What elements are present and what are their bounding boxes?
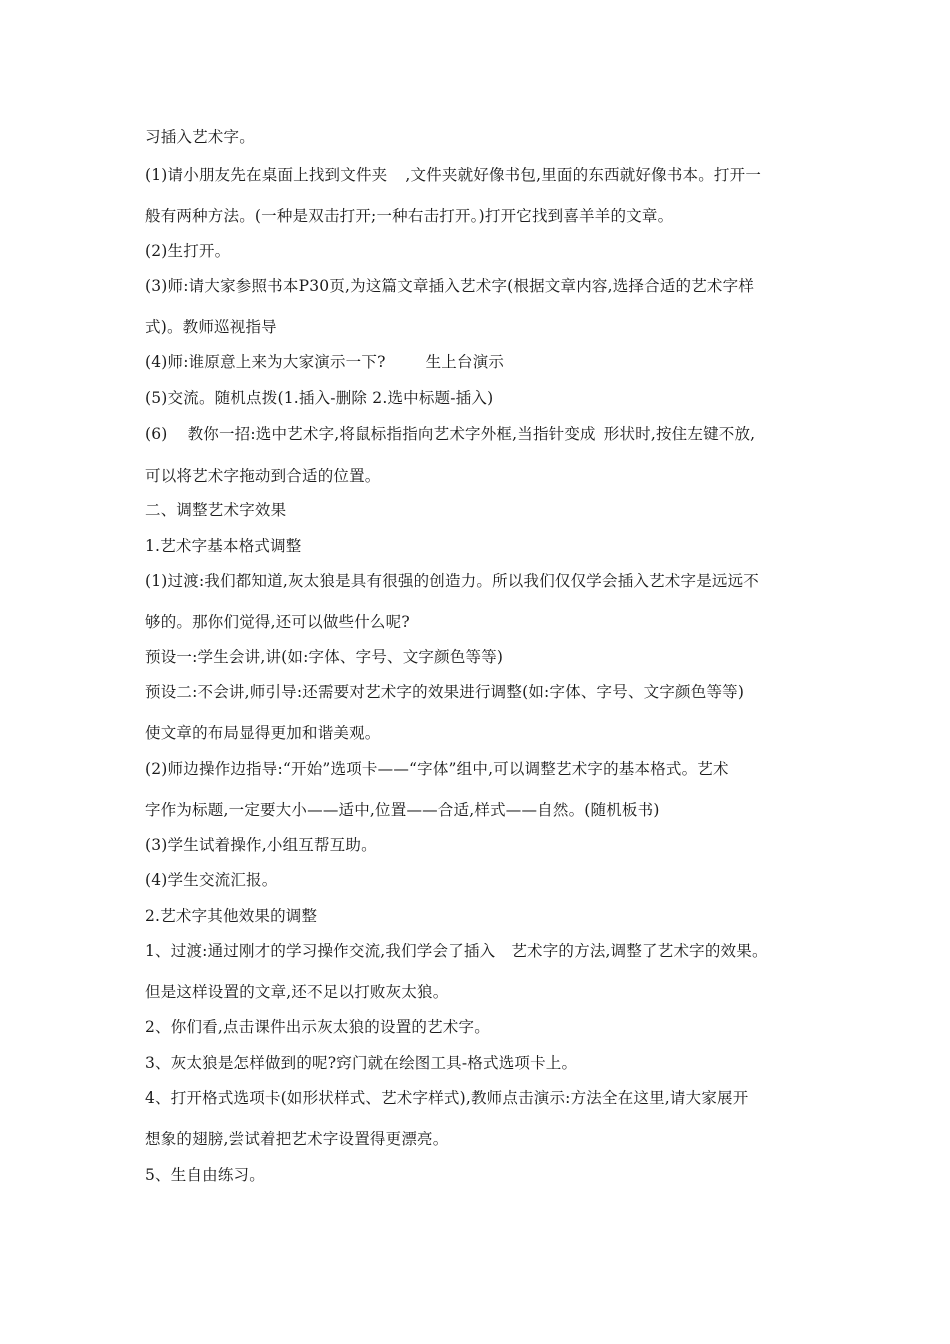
text-line (145, 682, 744, 702)
line-text: 生上台演示 (425, 353, 505, 371)
text-line (145, 241, 230, 261)
line-text: (2)师边操作边指导:“开始”选项卡——“字体”组中,可以调整艺术字的基本格式。艺术 (145, 760, 729, 778)
line-text: 4、打开格式选项卡(如形状样式、艺术字样式),教师点击演示:方法全在这里,请大家展开 (145, 1089, 749, 1107)
text-line (145, 424, 755, 444)
text-line (145, 647, 503, 667)
text-line (145, 127, 255, 147)
text-line (145, 317, 277, 337)
text-line (145, 571, 759, 591)
line-text: 2、你们看,点击课件出示灰太狼的设置的艺术字。 (145, 1018, 490, 1036)
line-text: 使文章的布局显得更加和谐美观。 (145, 724, 381, 742)
line-text: 2.艺术字其他效果的调整 (145, 907, 318, 925)
line-text: 但是这样设置的文章,还不足以打败灰太狼。 (145, 983, 449, 1001)
line-text: ,文件夹就好像书包,里面的东西就好像书本。打开一 (405, 166, 762, 184)
text-line (145, 1053, 577, 1073)
line-text: 想象的翅膀,尝试着把艺术字设置得更漂亮。 (145, 1130, 449, 1148)
line-text: 预设二:不会讲,师引导:还需要对艺术字的效果进行调整(如:字体、字号、文字颜色等等) (145, 683, 745, 701)
line-text: (3)学生试着操作,小组互帮互助。 (145, 836, 377, 854)
text-line (145, 1088, 748, 1108)
line-text: 3、灰太狼是怎样做到的呢?窍门就在绘图工具-格式选项卡上。 (145, 1054, 578, 1072)
text-line (145, 388, 493, 408)
line-text: (4)学生交流汇报。 (145, 871, 278, 889)
line-text: (1)过渡:我们都知道,灰太狼是具有很强的创造力。所以我们仅仅学会插入艺术字是远远不 (145, 572, 760, 590)
text-line (145, 723, 381, 743)
text-line (145, 982, 448, 1002)
text-line (145, 800, 660, 820)
text-line (145, 612, 410, 632)
text-line (145, 500, 286, 520)
line-text: (6) (145, 425, 168, 443)
line-text: (5)交流。随机点拨(1.插入-删除 2.选中标题-插入) (145, 389, 494, 407)
line-text: 1.艺术字基本格式调整 (145, 537, 302, 555)
line-text: (3)师:请大家参照书本P30页,为这篇文章插入艺术字(根据文章内容,选择合适的艺术字样 (145, 277, 755, 295)
text-line (145, 1129, 448, 1149)
text-line (145, 165, 761, 185)
line-text: 式)。教师巡视指导 (145, 318, 277, 336)
line-text: 二、调整艺术字效果 (145, 501, 287, 519)
text-line (145, 352, 504, 372)
text-line (145, 835, 377, 855)
line-text: 够的。那你们觉得,还可以做些什么呢? (145, 613, 410, 631)
line-text: (2)生打开。 (145, 242, 231, 260)
line-text: 习插入艺术字。 (145, 128, 255, 146)
text-line (145, 276, 754, 296)
text-line (145, 870, 277, 890)
text-line (145, 536, 302, 556)
line-text: 预设一:学生会讲,讲(如:字体、字号、文字颜色等等) (145, 648, 504, 666)
line-text: 艺术字的方法,调整了艺术字的效果。 (511, 942, 768, 960)
line-text: (4)师:谁原意上来为大家演示一下? (145, 353, 386, 371)
text-line (145, 1017, 490, 1037)
line-text: 5、生自由练习。 (145, 1166, 265, 1184)
text-line (145, 906, 317, 926)
line-text: (1)请小朋友先在桌面上找到文件夹 (145, 166, 388, 184)
line-text: 般有两种方法。(一种是双击打开;一种右击打开。)打开它找到喜羊羊的文章。 (145, 207, 674, 225)
text-line (145, 466, 381, 486)
text-line (145, 206, 673, 226)
line-text: 可以将艺术字拖动到合适的位置。 (145, 467, 381, 485)
text-line (145, 1165, 265, 1185)
text-line (145, 941, 768, 961)
line-text: 字作为标题,一定要大小——适中,位置——合适,样式——自然。(随机板书) (145, 801, 660, 819)
line-text: 教你一招:选中艺术字,将鼠标指指向艺术字外框,当指针变成 (187, 425, 596, 443)
text-line (145, 759, 729, 779)
line-text: 形状时,按住左键不放, (603, 425, 756, 443)
line-text: 1、过渡:通过刚才的学习操作交流,我们学会了插入 (145, 942, 496, 960)
